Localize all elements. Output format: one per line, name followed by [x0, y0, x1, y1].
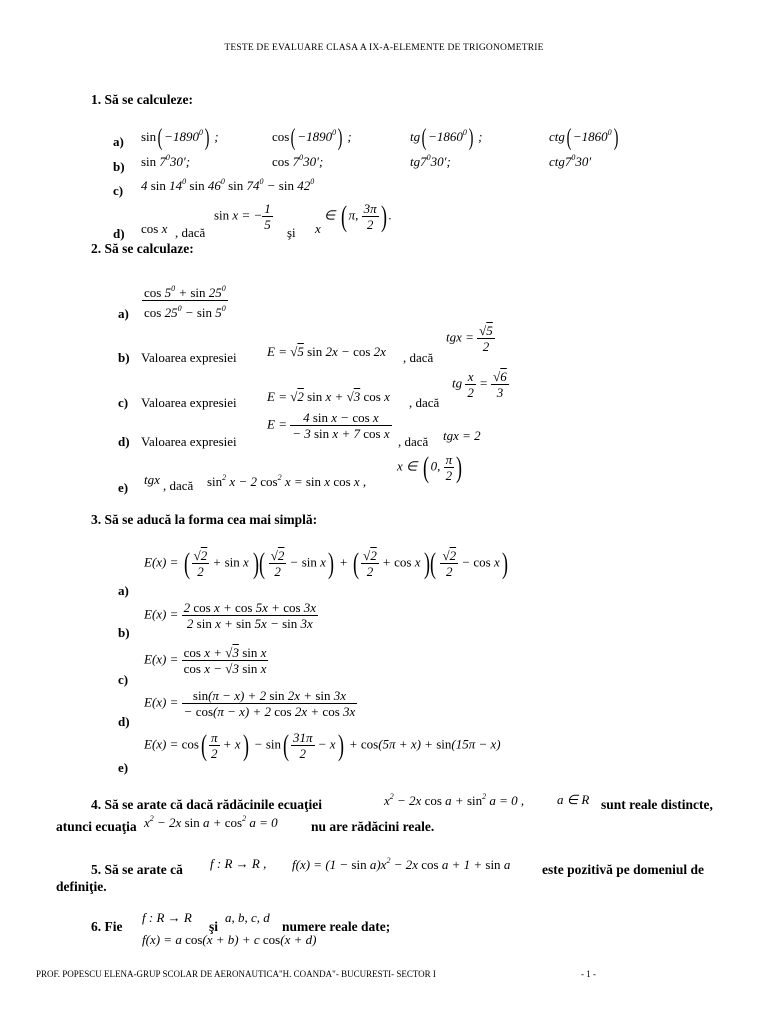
p3-label-b: b)	[118, 625, 130, 640]
p2-c-cond: tg $\frac{x}{2}$ = $\frac{√6}{3}$	[452, 369, 507, 400]
p2-b-daca: , dacă	[403, 350, 434, 365]
p2-a-num: $\cos 5^0 + \sin 25^0$	[142, 281, 228, 301]
p1-a3: $tg( -1860^0)$ ;	[410, 125, 483, 151]
p1-c1: 4 $\sin 14^0$ $\sin 46^0$ $\sin 74^0 - \sin 42^0$	[141, 177, 315, 193]
p1-b3: $tg7^030'$;	[410, 153, 451, 169]
footer-text: PROF. POPESCU ELENA-GRUP SCOLAR DE AERONAUTICA"H. COANDA"- BUCURESTI- SECTOR I	[36, 969, 436, 979]
p2-b-valoarea: Valoarea expresiei	[141, 350, 237, 365]
p3-a-expr: E(x) = ( $\frac{√2}{2}$ + sin x )( $\frac{√2}{2}$ − sin x) + ( $\frac{√2}{2}$ + cos x )( $\frac{√2}{2}$ − cos x)	[144, 546, 508, 580]
p4-tail: nu are rădăcini reale.	[311, 819, 435, 834]
p2-a-den: $\cos 25^0 - \sin 5^0$	[144, 304, 226, 320]
p2-d-cond: tgx = 2	[443, 428, 481, 443]
p5-line2: definiţie.	[56, 879, 107, 894]
p1-d1: cos x	[141, 221, 168, 236]
p2-label-d: d)	[118, 434, 130, 449]
p1-label-b: b)	[113, 159, 125, 174]
problem-3-heading: 3. Să se aducă la forma cea mai simplă:	[91, 512, 318, 527]
p2-d-expr: E = $\frac{\text{4 sin x − cos x}}{\text{− 3 sin x + 7 cos x}}$	[267, 410, 390, 441]
p2-e-eq: $\sin^2 x - 2$ $\cos^2 x = \sin x$ cos x ,	[207, 473, 367, 489]
p4-cond: a ∈ R	[557, 792, 590, 807]
page-number: - 1 -	[581, 969, 596, 979]
p1-b4: $ctg7^030'$	[549, 153, 592, 169]
p2-d-daca: , dacă	[398, 434, 429, 449]
p3-d-expr: E(x) = $\frac{\sin(\pi - x) + 2 \sin 2x + \sin 3x}{- \cos(\pi - x) + 2 \cos 2x + \cos 3x}$	[144, 688, 356, 719]
p3-c-expr: E(x) = $\frac{\text{cos x + √3 sin x}}{\text{cos x − √3 sin x}}$	[144, 645, 267, 676]
p3-e-expr: E(x) = cos( $\frac{\pi}{2}$ + x) − sin( $\frac{31\pi}{2}$ − x) + cos(5π + x) + sin(15π − x)	[144, 728, 501, 762]
p6-f: f : R → R	[142, 910, 192, 925]
p1-d-si: şi	[287, 225, 296, 240]
p4-eq1: $x^2 - 2x$ $\cos a + \sin^2 a = 0$ ,	[384, 792, 525, 808]
p1-d3: x ∈ ( π, $\frac{3\pi}{2}$ ) .	[315, 199, 392, 237]
p2-c-daca: , dacă	[409, 395, 440, 410]
p3-b-expr: E(x) = $\frac{\text{2 cos x + cos 5x + cos 3x}}{\text{2 sin x + sin 5x − sin 3x}}$	[144, 600, 317, 631]
p5-expr: $f(x) = (1 - \sin a)x^2 - 2x$ cos a + 1 + sin a	[292, 856, 511, 872]
p1-b1: $\sin 7^030'$;	[141, 153, 191, 169]
p4-mid: sunt reale distincte,	[601, 797, 713, 812]
p2-e-daca: , dacă	[163, 478, 194, 493]
p4-line2: atunci ecuaţia	[56, 819, 137, 834]
document-header: TESTE DE EVALUARE CLASA A IX-A-ELEMENTE DE TRIGONOMETRIE	[224, 43, 544, 53]
p1-a2: $\cos( -1890^0)$ ;	[272, 125, 352, 151]
p2-e-cond: x ∈ ( 0, $\frac{\pi}{2}$ )	[397, 450, 463, 484]
p1-a4: $ctg( -1860^0)$	[549, 125, 619, 151]
p6-si: şi	[209, 919, 219, 934]
p6-lead: 6. Fie	[91, 919, 123, 934]
problem-2-heading: 2. Să se calculaze:	[91, 241, 194, 256]
p2-b-cond: tgx = $\frac{√5}{2}$	[446, 323, 493, 354]
p3-label-e: e)	[118, 760, 129, 775]
p2-label-c: c)	[118, 395, 129, 410]
p4-lead: 4. Să se arate că dacă rădăcinile ecuaţiei	[91, 797, 322, 812]
p5-lead: 5. Să se arate că	[91, 862, 183, 877]
p1-d-daca: , dacă	[175, 225, 206, 240]
p1-a1: $\sin( -1890^0)$ ;	[141, 125, 219, 151]
p1-label-d: d)	[113, 226, 125, 241]
p3-label-c: c)	[118, 672, 129, 687]
p2-a-fraction	[142, 281, 228, 320]
p1-label-c: c)	[113, 183, 124, 198]
p2-d-valoarea: Valoarea expresiei	[141, 434, 237, 449]
p3-label-d: d)	[118, 714, 130, 729]
problem-1-heading: 1. Să se calculeze:	[91, 92, 193, 107]
p2-b-expr: E = √5 sin 2x − cos 2x	[267, 344, 386, 359]
p2-c-valoarea: Valoarea expresiei	[141, 395, 237, 410]
p3-label-a: a)	[118, 583, 129, 598]
p4-eq2: $x^2 - 2x$ $\sin a + \cos^2 a = 0$	[144, 814, 278, 830]
p1-b2: $\cos 7^030'$;	[272, 153, 324, 169]
p1-d2: sin x = − $\frac{1}{5}$	[214, 201, 271, 232]
p2-label-b: b)	[118, 350, 130, 365]
p2-e-expr: tgx	[144, 472, 160, 487]
p2-label-e: e)	[118, 480, 129, 495]
p5-f: f : R → R ,	[210, 856, 267, 871]
p1-label-a: a)	[113, 134, 124, 149]
p6-vars: a, b, c, d	[225, 910, 270, 925]
page-footer	[36, 969, 736, 979]
p5-tail: este pozitivă pe domeniul de	[542, 862, 704, 877]
p6-expr: f(x) = a cos(x + b) + c cos(x + d)	[142, 932, 317, 947]
p6-tail: numere reale date;	[282, 919, 391, 934]
p2-c-expr: E = √2 sin x + √3 cos x	[267, 389, 390, 404]
p2-label-a: a)	[118, 306, 129, 321]
